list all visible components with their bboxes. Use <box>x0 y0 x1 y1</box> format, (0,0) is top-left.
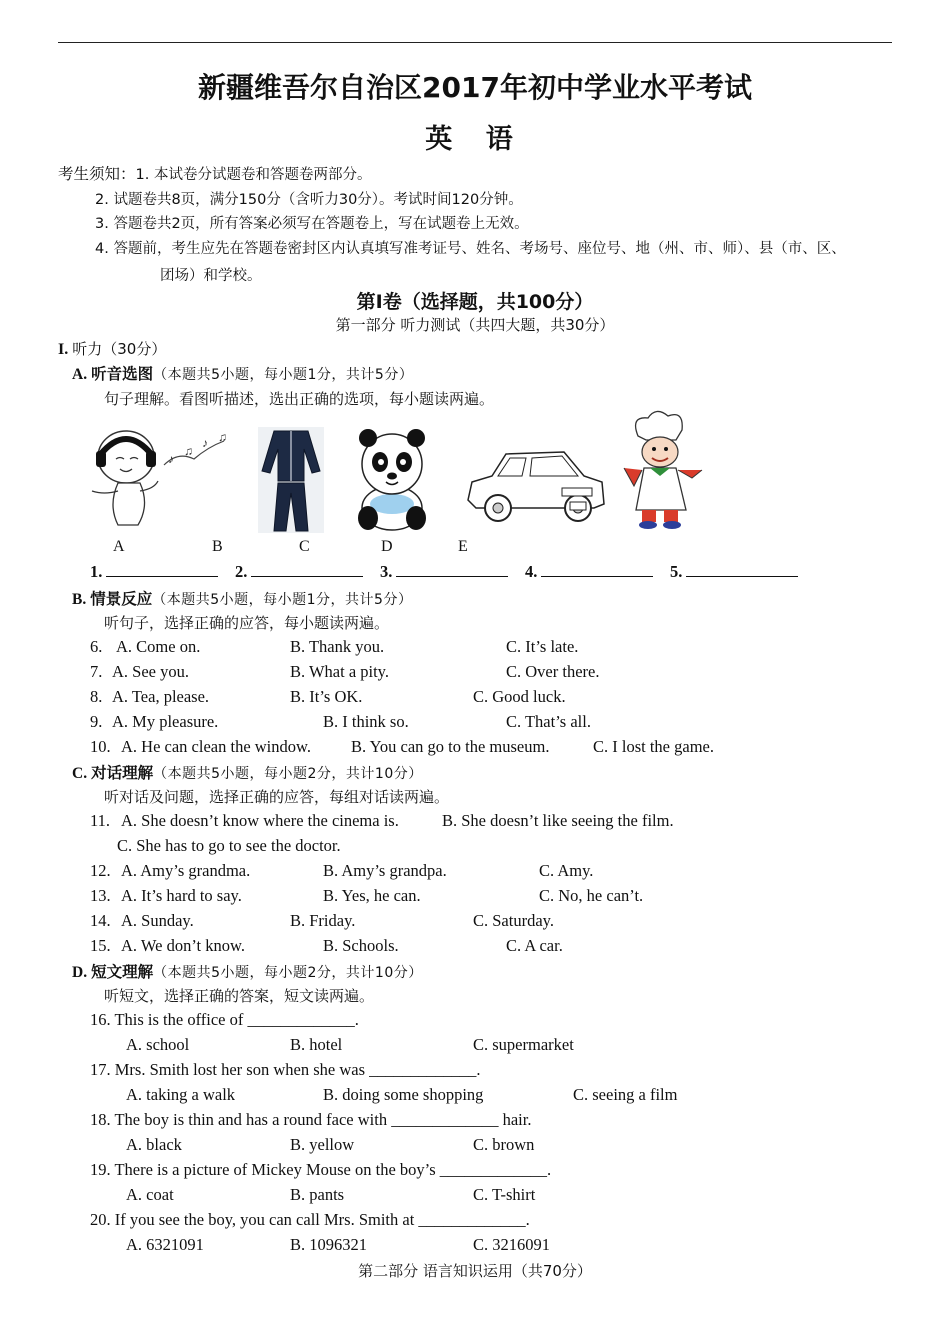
instruction-item: 团场）和学校。 <box>160 268 262 284</box>
question-number: 9. <box>90 712 103 731</box>
question-stem: 16. This is the office of _____________. <box>90 1010 359 1029</box>
option-a[interactable]: A. Amy’s grandma. <box>121 861 251 880</box>
option-c[interactable]: C. She has to go to see the doctor. <box>117 836 341 855</box>
section-b-title: 情景反应 <box>90 590 153 608</box>
option-c[interactable]: C. supermarket <box>473 1035 574 1054</box>
option-b[interactable]: B. Thank you. <box>290 637 385 656</box>
option-b[interactable]: B. Friday. <box>290 911 356 930</box>
option-a[interactable]: A. taking a walk <box>126 1085 236 1104</box>
answer-blank[interactable] <box>670 562 798 582</box>
option-c[interactable]: C. Over there. <box>506 662 600 681</box>
top-rule <box>58 42 892 43</box>
option-c[interactable]: C. seeing a film <box>573 1085 678 1104</box>
instruction-item: 3. 答题卷共2页，所有答案必须写在答题卷上，写在试题卷上无效。 <box>95 216 529 232</box>
option-a[interactable]: A. school <box>126 1035 190 1054</box>
instruction-item: 4. 答题前，考生应先在答题卷密封区内认真填写准考证号、姓名、考场号、座位号、地（州、市、师）、县（市、区、 <box>95 241 846 257</box>
picture-letter: A <box>113 538 125 555</box>
svg-text:♫: ♫ <box>218 430 227 444</box>
blank-number: 4. <box>525 562 538 581</box>
section-a-label: A. <box>72 366 88 383</box>
section-d-label: D. <box>72 964 88 981</box>
section-b-heading <box>72 587 412 609</box>
section-a-heading <box>72 362 413 384</box>
section-a-title: 听音选图 <box>91 365 154 383</box>
question-number: 13. <box>90 886 111 905</box>
option-c[interactable]: C. A car. <box>506 936 563 955</box>
picture-letter: B <box>212 538 223 555</box>
blank-number: 1. <box>90 562 103 581</box>
section-d-note: （本题共5小题，每小题2分，共计10分） <box>153 965 423 981</box>
svg-text:♪: ♪ <box>202 436 208 450</box>
instruction-item: 2. 试题卷共8页，满分150分（含听力30分）。考试时间120分钟。 <box>95 192 523 208</box>
option-a[interactable]: A. We don’t know. <box>121 936 245 955</box>
option-a[interactable]: A. 6321091 <box>126 1235 204 1254</box>
option-c[interactable]: C. T-shirt <box>473 1185 536 1204</box>
section-c-title: 对话理解 <box>91 764 154 782</box>
option-b[interactable]: B. yellow <box>290 1135 355 1154</box>
option-a[interactable]: A. See you. <box>112 662 189 681</box>
section-d-title: 短文理解 <box>91 963 154 981</box>
option-b[interactable]: B. What a pity. <box>290 662 389 681</box>
tracksuit-icon <box>258 427 324 533</box>
option-b[interactable]: B. Yes, he can. <box>323 886 421 905</box>
section-b-note: （本题共5小题，每小题1分，共计5分） <box>152 592 413 608</box>
option-b[interactable]: B. You can go to the museum. <box>351 737 550 756</box>
listening-title <box>58 338 166 359</box>
option-b[interactable]: B. She doesn’t like seeing the film. <box>442 811 674 830</box>
part-2-heading: 第二部分 语言知识运用（共70分） <box>358 1262 592 1280</box>
option-b[interactable]: B. hotel <box>290 1035 343 1054</box>
instructions-line-1 <box>58 162 371 184</box>
option-a[interactable]: A. Sunday. <box>121 911 194 930</box>
option-c[interactable]: C. Saturday. <box>473 911 554 930</box>
question-number: 8. <box>90 687 103 706</box>
car-icon <box>462 442 608 530</box>
svg-text:♫: ♫ <box>184 444 193 458</box>
option-b[interactable]: B. Schools. <box>323 936 399 955</box>
option-b[interactable]: B. 1096321 <box>290 1235 368 1254</box>
question-number: 11. <box>90 811 111 830</box>
part-1-heading: 第一部分 听力测试（共四大题，共30分） <box>335 316 615 334</box>
section-d-desc: 听短文，选择正确的答案，短文读两遍。 <box>104 987 375 1005</box>
option-a[interactable]: A. He can clean the window. <box>121 737 311 756</box>
question-stem: 17. Mrs. Smith lost her son when she was _____________. <box>90 1060 481 1079</box>
option-c[interactable]: C. Good luck. <box>473 687 566 706</box>
panda-icon <box>356 428 428 532</box>
question-number: 12. <box>90 861 111 880</box>
option-a[interactable]: A. black <box>126 1135 182 1154</box>
answer-blank[interactable] <box>90 562 218 582</box>
volume-1-heading: 第Ⅰ卷（选择题，共100分） <box>356 291 594 313</box>
section-d-heading <box>72 960 423 982</box>
blank-number: 2. <box>235 562 248 581</box>
option-b[interactable]: B. doing some shopping <box>323 1085 484 1104</box>
question-stem: 19. There is a picture of Mickey Mouse on the boy’s _____________. <box>90 1160 552 1179</box>
question-number: 15. <box>90 936 111 955</box>
answer-blank[interactable] <box>380 562 508 582</box>
option-a[interactable]: A. It’s hard to say. <box>121 886 242 905</box>
picture-letter: E <box>458 538 468 555</box>
option-c[interactable]: C. I lost the game. <box>593 737 714 756</box>
section-c-label: C. <box>72 765 88 782</box>
option-b[interactable]: B. Amy’s grandpa. <box>323 861 447 880</box>
chef-icon <box>616 410 708 532</box>
blank-number: 5. <box>670 562 683 581</box>
option-c[interactable]: C. brown <box>473 1135 535 1154</box>
section-c-heading <box>72 761 423 783</box>
picture-letter: C <box>299 538 310 555</box>
option-a[interactable]: A. coat <box>126 1185 174 1204</box>
option-b[interactable]: B. I think so. <box>323 712 409 731</box>
option-c[interactable]: C. It’s late. <box>506 637 579 656</box>
question-number: 14. <box>90 911 111 930</box>
blank-number: 3. <box>380 562 393 581</box>
option-c[interactable]: C. 3216091 <box>473 1235 551 1254</box>
question-stem: 18. The boy is thin and has a round face with _____________ hair. <box>90 1110 532 1129</box>
option-c[interactable]: C. Amy. <box>539 861 594 880</box>
subject-title: 英 语 <box>425 124 525 155</box>
answer-blank[interactable] <box>525 562 653 582</box>
section-a-note: （本题共5小题，每小题1分，共计5分） <box>153 367 414 383</box>
picture-letter: D <box>381 538 393 555</box>
section-title: 听力（30分） <box>72 340 167 358</box>
instruction-item: 1. 本试卷分试题卷和答题卷两部分。 <box>135 167 372 183</box>
option-c[interactable]: C. No, he can’t. <box>539 886 644 905</box>
music-listener-icon <box>88 425 233 535</box>
question-number: 10. <box>90 737 111 756</box>
option-b[interactable]: B. It’s OK. <box>290 687 363 706</box>
option-c[interactable]: C. That’s all. <box>506 712 591 731</box>
section-c-desc: 听对话及问题，选择正确的应答，每组对话读两遍。 <box>104 788 450 806</box>
answer-blank[interactable] <box>235 562 363 582</box>
option-a[interactable]: A. She doesn’t know where the cinema is. <box>121 811 399 830</box>
instructions-label: 考生须知： <box>58 165 136 183</box>
option-a[interactable]: A. My pleasure. <box>112 712 219 731</box>
question-number: 6. <box>90 637 103 656</box>
section-b-label: B. <box>72 591 87 608</box>
option-a[interactable]: A. Tea, please. <box>112 687 210 706</box>
question-number: 7. <box>90 662 103 681</box>
section-b-desc: 听句子，选择正确的应答，每小题读两遍。 <box>104 614 390 632</box>
option-a[interactable]: A. Come on. <box>116 637 201 656</box>
svg-text:♪: ♪ <box>168 452 174 466</box>
exam-title: 新疆维吾尔自治区2017年初中学业水平考试 <box>198 71 752 104</box>
question-stem: 20. If you see the boy, you can call Mrs. Smith at _____________. <box>90 1210 530 1229</box>
option-b[interactable]: B. pants <box>290 1185 345 1204</box>
section-c-note: （本题共5小题，每小题2分，共计10分） <box>153 766 423 782</box>
section-a-desc: 句子理解。看图听描述，选出正确的选项，每小题读两遍。 <box>104 390 495 408</box>
section-number: I. <box>58 341 69 358</box>
